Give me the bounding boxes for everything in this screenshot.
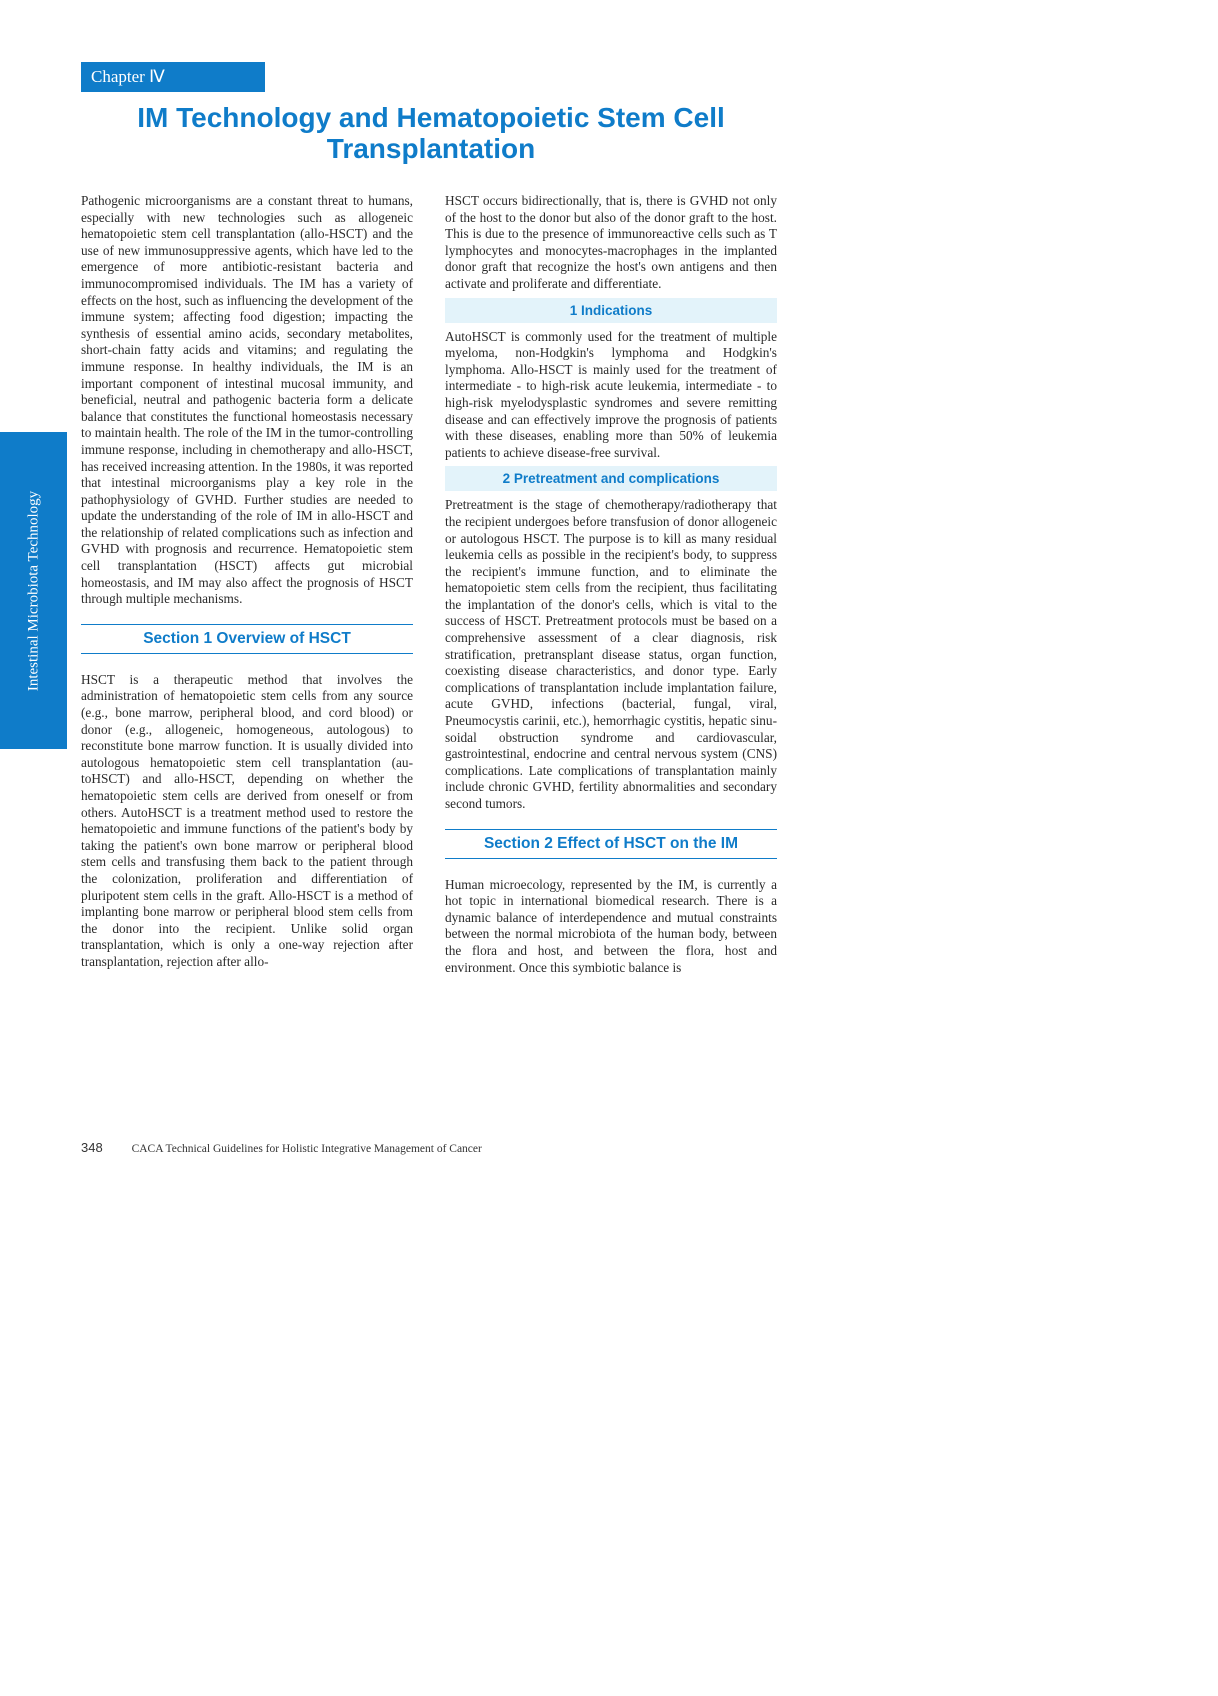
side-tab-label: Intestinal Microbiota Technology [25,490,41,691]
indications-paragraph: AutoHSCT is commonly used for the treatment of multiple myeloma, non-Hodgkin's lymphoma and Hodgkin's lymphoma. Allo-HSCT is mainly used for the treatment of intermediate - to high-risk acute leukemia, intermediate - to high-risk myelodysplastic syndromes and severe remitting disease and can effectively improve the prognosis of patients with these diseases, enabling more than 50% of leukemia patients to achieve disease-free survival. [445,328,777,460]
page-footer [81,1140,482,1155]
footer-text: CACA Technical Guidelines for Holistic Integrative Management of Cancer [131,1143,482,1155]
right-column [445,193,777,976]
left-column [81,193,413,971]
section-2-heading: Section 2 Effect of HSCT on the IM [445,829,777,859]
section-2-paragraph: Human microecology, represented by the IM, is currently a hot topic in international biomedical research. There is a dynamic balance of interdependence and mutual constraints between the normal microbiota of the human body, between the flora and host, and between the flora, host and environment. Once this symbiotic balance is [445,876,777,975]
indications-heading: 1 Indications [445,298,777,323]
side-tab [0,432,67,749]
section-1-heading: Section 1 Overview of HSCT [81,624,413,654]
pretreatment-heading: 2 Pretreatment and complications [445,466,777,491]
chapter-badge [81,62,265,92]
page-number: 348 [81,1140,103,1155]
chapter-label: Chapter Ⅳ [91,67,165,86]
intro-paragraph: Pathogenic microorganisms are a constant threat to humans, especially with new technologies such as allogeneic hematopoietic stem cell transplantation (allo-HSCT) and the use of new immunosuppressive agents, which have led to the emergence of more antibiotic-resistant bacteria and immunocompromised individuals. The IM has a variety of effects on the host, such as influencing the development of the immune system; affecting food digestion; impacting the synthesis of essential amino acids, secondary metabolites, short-chain fatty acids and vitamins; and regulating the immune response. In healthy individuals, the IM is an important component of intestinal mucosal immunity, and beneficial, neutral and pathogenic bacteria form a delicate balance that constitutes the functional homeostasis necessary to maintain health. The role of the IM in the tumor-controlling immune response, including in chemotherapy and allo-HSCT, has received increasing attention. In the 1980s, it was reported that intestinal microorganisms play a key role in the pathophysiology of GVHD. Further studies are needed to update the understanding of the role of IM in allo-HSCT and the relationship of related complications such as infection and GVHD with prognosis and recurrence. Hematopoietic stem cell transplantation (HSCT) affects gut microbial homeostasis, and IM may also affect the prognosis of HSCT through multiple mechanisms. [81,193,413,607]
section-1-paragraph: HSCT is a therapeutic method that involves the administration of hematopoietic stem cells from any source (e.g., bone marrow, peripheral blood, and cord blood) or donor (e.g., allogeneic, homogeneous, autologous) to reconstitute bone marrow function. It is usually divided into autologous hematopoietic stem cell transplantation (autoHSCT) and allo-HSCT, depending on whether the hematopoietic stem cells are derived from oneself or from others. AutoHSCT is a treatment method used to restore the hematopoietic and immune functions of the patient's body by taking the patient's own bone marrow or peripheral blood stem cells and transfusing them back to the patient through the colonization, proliferation and differentiation of pluripotent stem cells in the graft. Allo-HSCT is a method of implanting bone marrow or peripheral blood stem cells from the donor into the recipient. Unlike solid organ transplantation, which is only a one-way rejection after transplantation, rejection after allo- [81,671,413,969]
continuation-paragraph: HSCT occurs bidirectionally, that is, there is GVHD not only of the host to the donor but also of the donor graft to the host. This is due to the presence of immunoreactive cells such as T lymphocytes and monocytes-macrophages in the implanted donor graft that recognize the host's own antigens and then activate and proliferate and differentiate. [445,193,777,291]
page-title: IM Technology and Hematopoietic Stem Cell Transplantation [137,102,725,164]
pretreatment-paragraph: Pretreatment is the stage of chemotherapy/radiotherapy that the recipient undergoes before transfusion of donor allogeneic or autologous HSCT. The purpose is to kill as many residual leukemia cells as possible in the recipient's body, to suppress the recipient's immune function, and to eliminate the hematopoietic stem cells from the recipient, thus facilitating the implantation of the donor's cells, which is vital to the success of HSCT. Pretreatment protocols must be based on a comprehensive assessment of a clear diagnosis, risk stratification, pretransplant disease status, organ function, coexisting disease characteristics, and donor type. Early complications of transplantation include implantation failure, acute GVHD, infections (bacterial, fungal, viral, Pneumocystis carinii, etc.), hemorrhagic cystitis, hepatic sinusoidal obstruction syndrome and cardiovascular, gastrointestinal, endocrine and central nervous system (CNS) complications. Late complications of transplantation mainly include chronic GVHD, fertility abnormalities and secondary second tumors. [445,497,777,811]
